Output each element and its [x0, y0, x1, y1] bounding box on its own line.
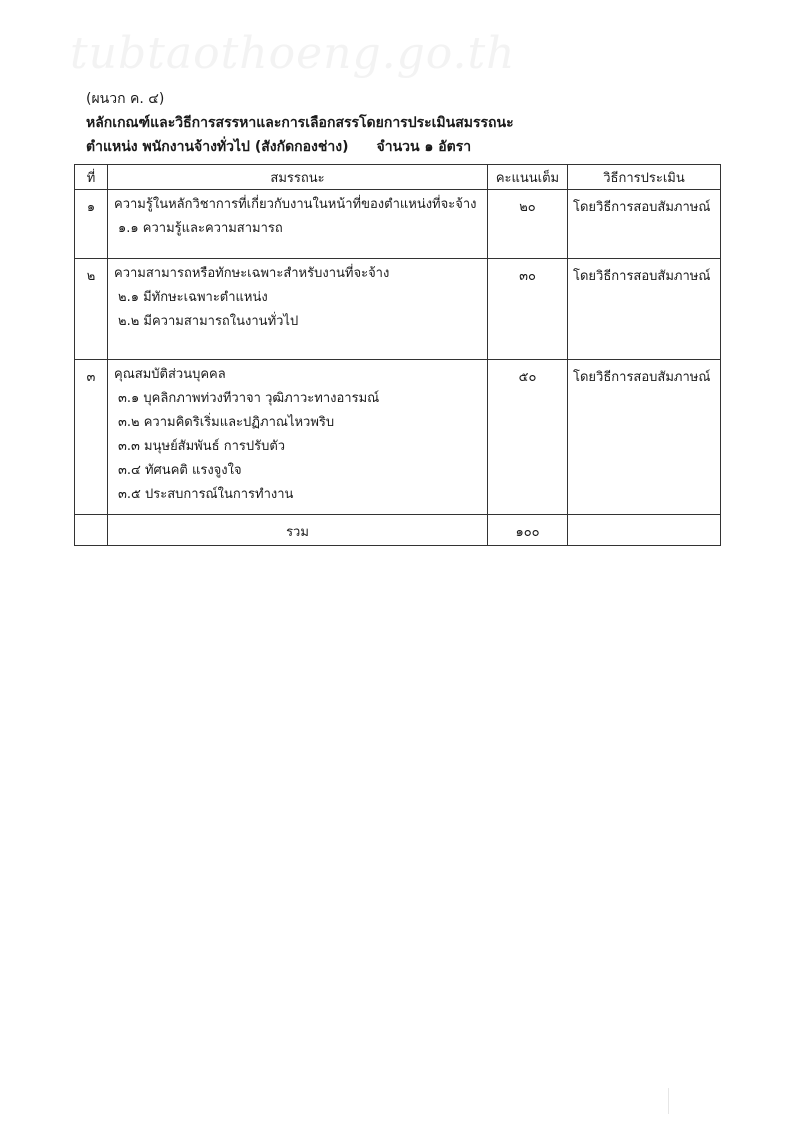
annex-label: (ผนวก ค. ๔): [86, 91, 165, 107]
table-row: [75, 259, 721, 360]
competency-item: ๓.๕ ประสบการณ์ในการทำงาน: [118, 487, 294, 502]
competency-title: คุณสมบัติส่วนบุคคล: [114, 367, 226, 382]
competency-item: ๑.๑ ความรู้และความสามารถ: [118, 221, 283, 236]
header-method: วิธีการประเมิน: [568, 165, 721, 190]
competency-item: ๒.๒ มีความสามารถในงานทั่วไป: [118, 314, 299, 329]
row-number: ๓: [75, 360, 108, 515]
header-no: ที่: [75, 165, 108, 190]
row-number: ๒: [75, 259, 108, 360]
total-method-blank-cell: [568, 515, 721, 546]
competency-item: ๓.๔ ทัศนคติ แรงจูงใจ: [118, 463, 242, 478]
competency-table: [74, 164, 721, 546]
competency-item: ๓.๒ ความคิดริเริ่มและปฏิภาณไหวพริบ: [118, 415, 335, 430]
evaluation-method: โดยวิธีการสอบสัมภาษณ์: [568, 190, 721, 259]
table-row: [75, 360, 721, 515]
watermark: tubtaothoeng.go.th: [70, 28, 516, 79]
competency-cell: [108, 190, 488, 259]
competency-item: ๓.๓ มนุษย์สัมพันธ์ การปรับตัว: [118, 439, 286, 454]
total-blank-cell: [75, 515, 108, 546]
total-score: ๑๐๐: [488, 515, 568, 546]
total-row: [75, 515, 721, 546]
competency-item: ๒.๑ มีทักษะเฉพาะตำแหน่ง: [118, 290, 268, 305]
header-competency: สมรรถนะ: [108, 165, 488, 190]
table-header-row: [75, 165, 721, 190]
full-score: ๓๐: [488, 259, 568, 360]
competency-item: ๓.๑ บุคลิกภาพท่วงทีวาจา วุฒิภาวะทางอารมณ์: [118, 391, 380, 406]
competency-title: ความรู้ในหลักวิชาการที่เกี่ยวกับงานในหน้าที่ของตำแหน่งที่จะจ้าง: [114, 197, 477, 212]
position-line: [86, 136, 471, 158]
evaluation-method: โดยวิธีการสอบสัมภาษณ์: [568, 360, 721, 515]
table-row: [75, 190, 721, 259]
full-score: ๕๐: [488, 360, 568, 515]
document-title: หลักเกณฑ์และวิธีการสรรหาและการเลือกสรรโดยการประเมินสมรรถนะ: [86, 115, 514, 131]
scan-mark: [668, 1088, 669, 1114]
row-number: ๑: [75, 190, 108, 259]
full-score: ๒๐: [488, 190, 568, 259]
quota-text: จำนวน ๑ อัตรา: [376, 139, 472, 155]
position-text: ตำแหน่ง พนักงานจ้างทั่วไป (สังกัดกองช่าง): [86, 139, 349, 155]
competency-cell: [108, 259, 488, 360]
header-score: คะแนนเต็ม: [488, 165, 568, 190]
evaluation-method: โดยวิธีการสอบสัมภาษณ์: [568, 259, 721, 360]
total-label: รวม: [108, 515, 488, 546]
competency-title: ความสามารถหรือทักษะเฉพาะสำหรับงานที่จะจ้าง: [114, 266, 390, 281]
competency-cell: [108, 360, 488, 515]
